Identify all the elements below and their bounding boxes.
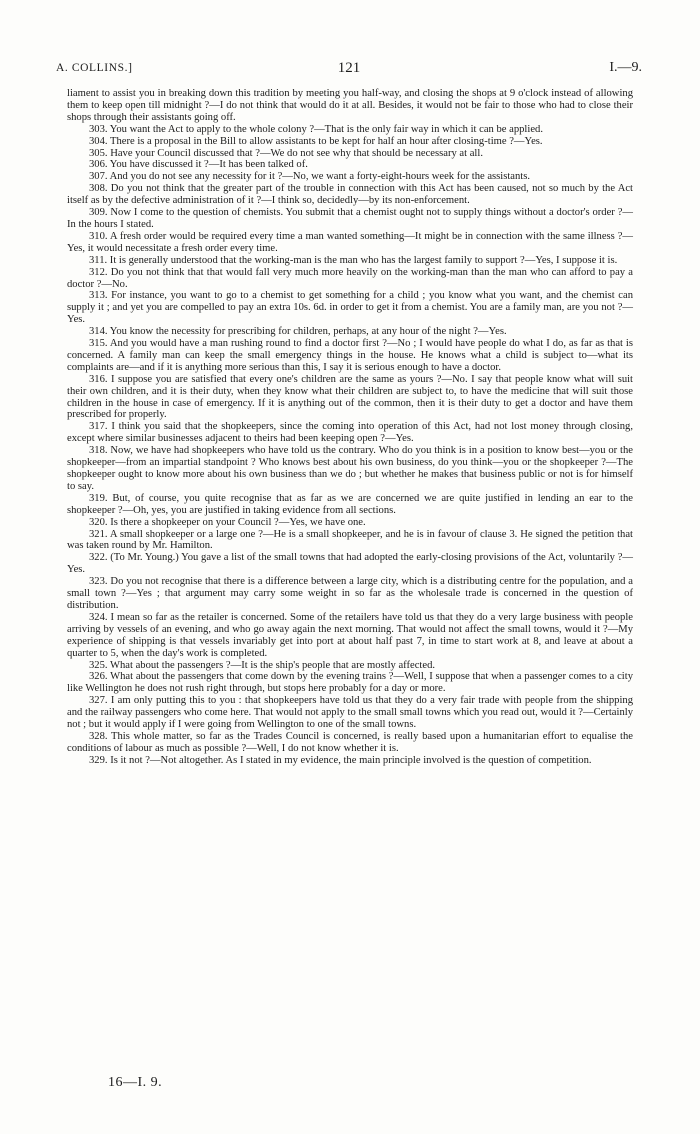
question-327: 327. I am only putting this to you : that shopkeepers have told us that they do a very fair trade with people from the shipping and the railway passengers who come here. That would not apply to the small small towns which you read out, would it ?—Certainly not ; but it would apply if I were going from Wellington to one of the small towns. bbox=[67, 695, 633, 731]
question-308: 308. Do you not think that the greater part of the trouble in connection with this Act has been caused, not so much by the Act itself as by the defective administration of it ?—I think so, decidedly—by its non-enforcement. bbox=[67, 183, 633, 207]
question-310: 310. A fresh order would be required every time a man wanted something—It might be in connection with the same illness ?—Yes, it would necessitate a fresh order every time. bbox=[67, 230, 633, 254]
question-325: 325. What about the passengers ?—It is the ship's people that are mostly affected. bbox=[89, 659, 436, 671]
question-306: 306. You have discussed it ?—It has been talked of. bbox=[89, 159, 308, 171]
question-309: 309. Now I come to the question of chemists. You submit that a chemist ought not to supply things without a doctor's order ?—In the hours I stated. bbox=[67, 207, 633, 230]
question-304: 304. There is a proposal in the Bill to allow assistants to be kept for half an hour after closing-time ?—Yes. bbox=[89, 135, 543, 147]
question-303: 303. You want the Act to apply to the whole colony ?—That is the only fair way in which it can be applied. bbox=[89, 123, 543, 135]
question-329: 329. Is it not ?—Not altogether. As I stated in my evidence, the main principle involved is the question of competition. bbox=[89, 754, 592, 766]
question-318: 318. Now, we have had shopkeepers who have told us the contrary. Who do you think is in a position to know best—you or the shopkeeper—from an impartial standpoint ? Who knows best about his own business, do you think—you or the shopkeeper ?—The shopkeeper ought to know more about his own business than we do ; but whether he makes that business public or not is for himself to say. bbox=[67, 445, 633, 492]
printer-signature: 16—I. 9. bbox=[108, 1075, 163, 1090]
question-328: 328. This whole matter, so far as the Trades Council is concerned, is really based upon a humanitarian effort to equalise the conditions of labour as much as possible ?—Well, I do not know whether it is. bbox=[67, 730, 633, 754]
question-326: 326. What about the passengers that come down by the evening trains ?—Well, I suppose that when a passenger comes to a city like Wellington he does not rush right through, but stops here probably for a day or more. bbox=[67, 671, 633, 695]
question-319: 319. But, of course, you quite recognise that as far as we are concerned we are quite justified in lending an ear to the shopkeeper ?—Oh, yes, you are justified in taking evidence from all sections. bbox=[67, 492, 633, 516]
page-header bbox=[56, 60, 642, 80]
header-witness-name: A. COLLINS.] bbox=[56, 62, 133, 74]
question-305: 305. Have your Council discussed that ?—We do not see why that should be necessary at all. bbox=[89, 147, 483, 159]
question-316: 316. I suppose you are satisfied that every one's children are the same as yours ?—No. I say that people know what will suit their own children, and it is their duty, when they know what their children are subject to, to have the medicine that will suit those children in the house in case of emergency. If it is anything out of the common, then it is their duty to get a doctor and have them prescribed for properly. bbox=[67, 373, 633, 421]
question-314: 314. You know the necessity for prescribing for children, perhaps, at any hour of the night ?—Yes. bbox=[89, 326, 507, 338]
question-321: 321. A small shopkeeper or a large one ?—He is a small shopkeeper, and he is in favour of clause 3. He signed the petition that was taken round by Mr. Hamilton. bbox=[67, 528, 633, 552]
testimony-body bbox=[67, 88, 633, 767]
question-313: 313. For instance, you want to go to a chemist to get something for a child ; you know what you want, and the chemist can supply it ; and yet you are compelled to pay an extra 10s. 6d. in order to get it from a chemist. You are a family man, are you not ?—Yes. bbox=[67, 290, 633, 326]
question-323: 323. Do you not recognise that there is a difference between a large city, which is a distributing centre for the population, and a small town ?—Yes ; that argument may carry some weight in so far as the wholesale trade is concerned in the question of distribution. bbox=[67, 576, 633, 611]
question-322: 322. (To Mr. Young.) You gave a list of the small towns that had adopted the early-closing provisions of the Act, voluntarily ?—Yes. bbox=[67, 552, 633, 576]
question-307: 307. And you do not see any necessity for it ?—No, we want a forty-eight-hours week for the assistants. bbox=[89, 171, 531, 183]
question-312: 312. Do you not think that that would fall very much more heavily on the working-man than the man who can afford to pay a doctor ?—No. bbox=[67, 266, 633, 290]
question-324: 324. I mean so far as the retailer is concerned. Some of the retailers have told us that they do a very large business with people arriving by vessels of an evening, and who go away again the next morning. That would not affect the small towns, would it ?—My experience of shipping is that vessels invariably get into port at about half past 7, in time to start work at 8, and leave at about a quarter to 5, when the day's work is completed. bbox=[67, 611, 633, 659]
question-317: 317. I think you said that the shopkeepers, since the coming into operation of this Act, had not lost money through closing, except where similar businesses adjacent to theirs had been keeping open ?—Yes. bbox=[67, 421, 633, 445]
question-311: 311. It is generally understood that the working-man is the man who has the largest family to support ?—Yes, I suppose it is. bbox=[89, 254, 618, 266]
paragraph-continued: liament to assist you in breaking down this tradition by meeting you half-way, and closing the shops at 9 o'clock instead of allowing them to keep open till midnight ?—I do not think that would do it at all. Besides, it would not be fair to those who had to close their shops through their assistants going off. bbox=[67, 88, 633, 123]
document-reference: I.—9. bbox=[609, 60, 642, 75]
question-320: 320. Is there a shopkeeper on your Council ?—Yes, we have one. bbox=[89, 516, 366, 528]
page-number: 121 bbox=[337, 60, 361, 76]
question-315: 315. And you would have a man rushing round to find a doctor first ?—No ; I would have people do what I do, as far as that is concerned. A family man can keep the small emergency things in the house. He knows what a child is subject to—what its complaints are—and if it is anything more serious than this, I say it is serious enough to have a doctor. bbox=[67, 338, 633, 373]
